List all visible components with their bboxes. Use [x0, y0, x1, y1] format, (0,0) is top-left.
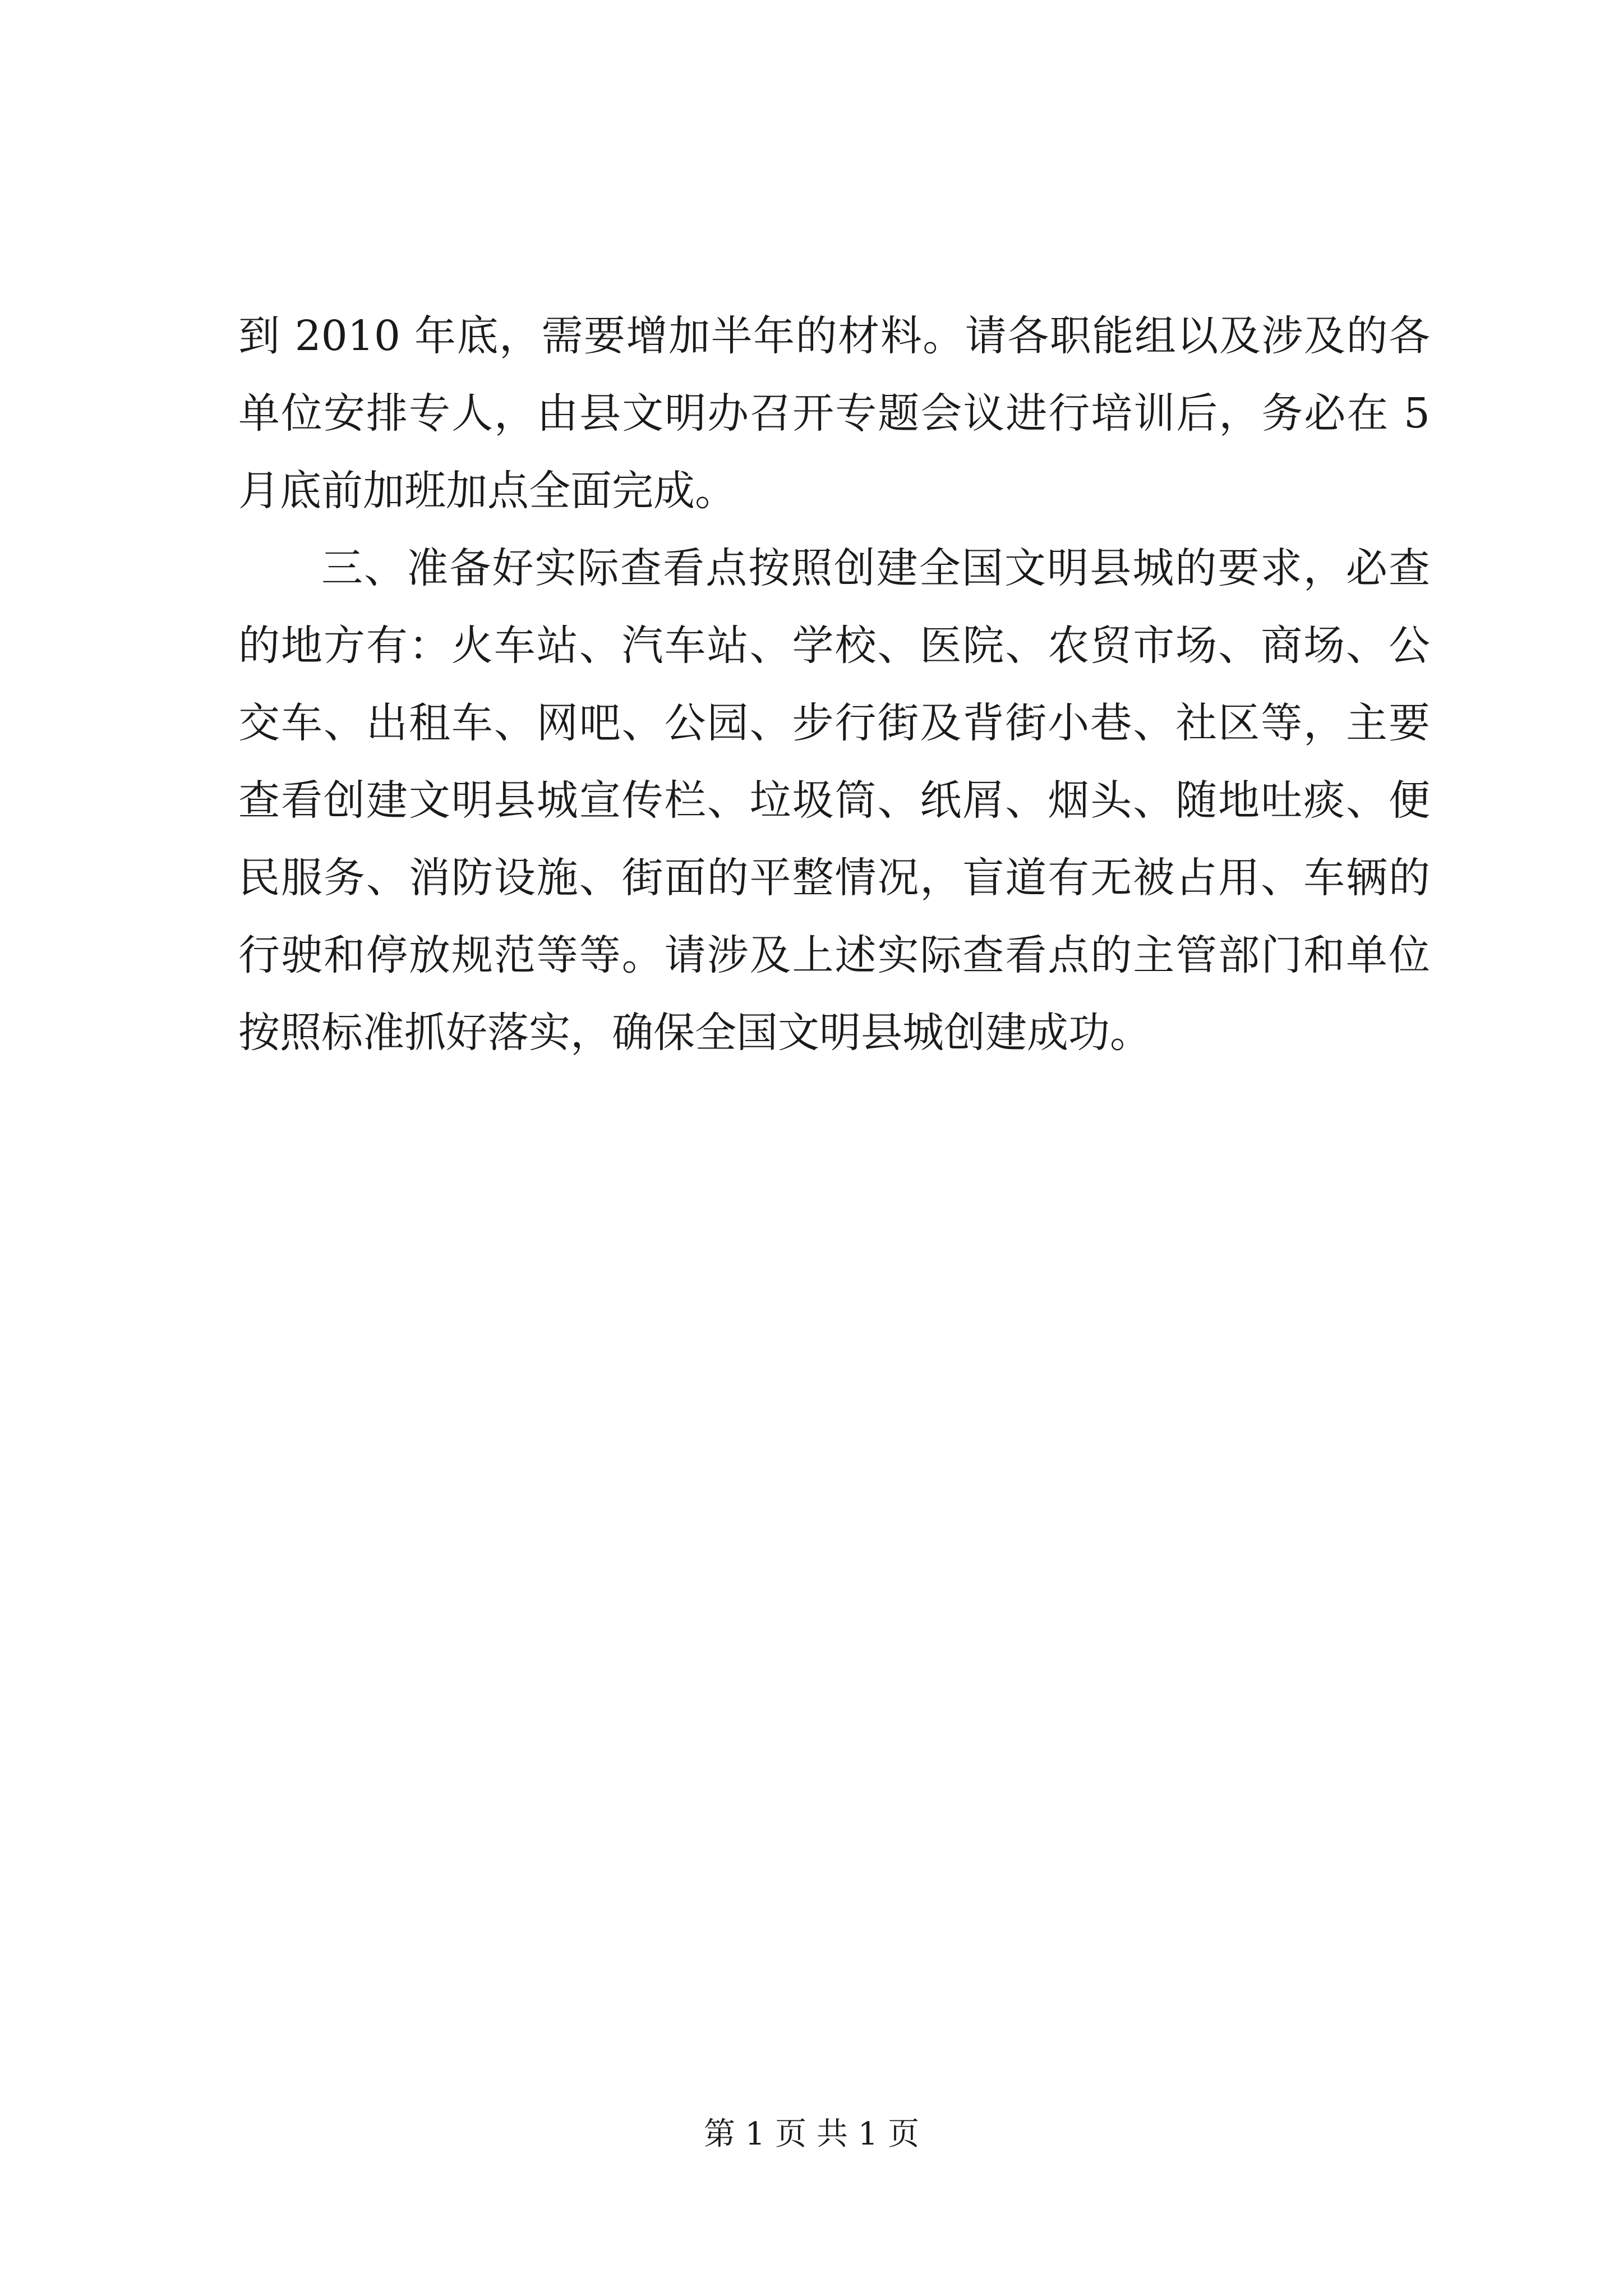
paragraph-2-line-4: 查看创建文明县城宣传栏、垃圾筒、纸屑、烟头、随地吐痰、便: [238, 776, 1430, 825]
document-body: [238, 297, 1430, 1071]
paragraph-2-line-7: 按照标准抓好落实，确保全国文明县城创建成功。: [238, 1009, 1151, 1057]
paragraph-2-line-1: 三、准备好实际查看点按照创建全国文明县城的要求，必查: [321, 544, 1430, 592]
page-number-footer: 第 1 页 共 1 页: [703, 2116, 920, 2152]
paragraph-2-line-5: 民服务、消防设施、街面的平整情况，盲道有无被占用、车辆的: [238, 854, 1430, 902]
paragraph-2-line-2: 的地方有：火车站、汽车站、学校、医院、农贸市场、商场、公: [238, 622, 1430, 670]
paragraph-1-line-3: 月底前加班加点全面完成。: [238, 467, 736, 515]
paragraph-2-line-3: 交车、出租车、网吧、公园、步行街及背街小巷、社区等，主要: [238, 699, 1430, 747]
paragraph-1-line-2: 单位安排专人，由县文明办召开专题会议进行培训后，务必在 5: [238, 389, 1430, 438]
paragraph-2-line-6: 行驶和停放规范等等。请涉及上述实际查看点的主管部门和单位: [238, 931, 1430, 979]
paragraph-1-line-1: 到 2010 年底，需要增加半年的材料。请各职能组以及涉及的各: [238, 312, 1430, 360]
